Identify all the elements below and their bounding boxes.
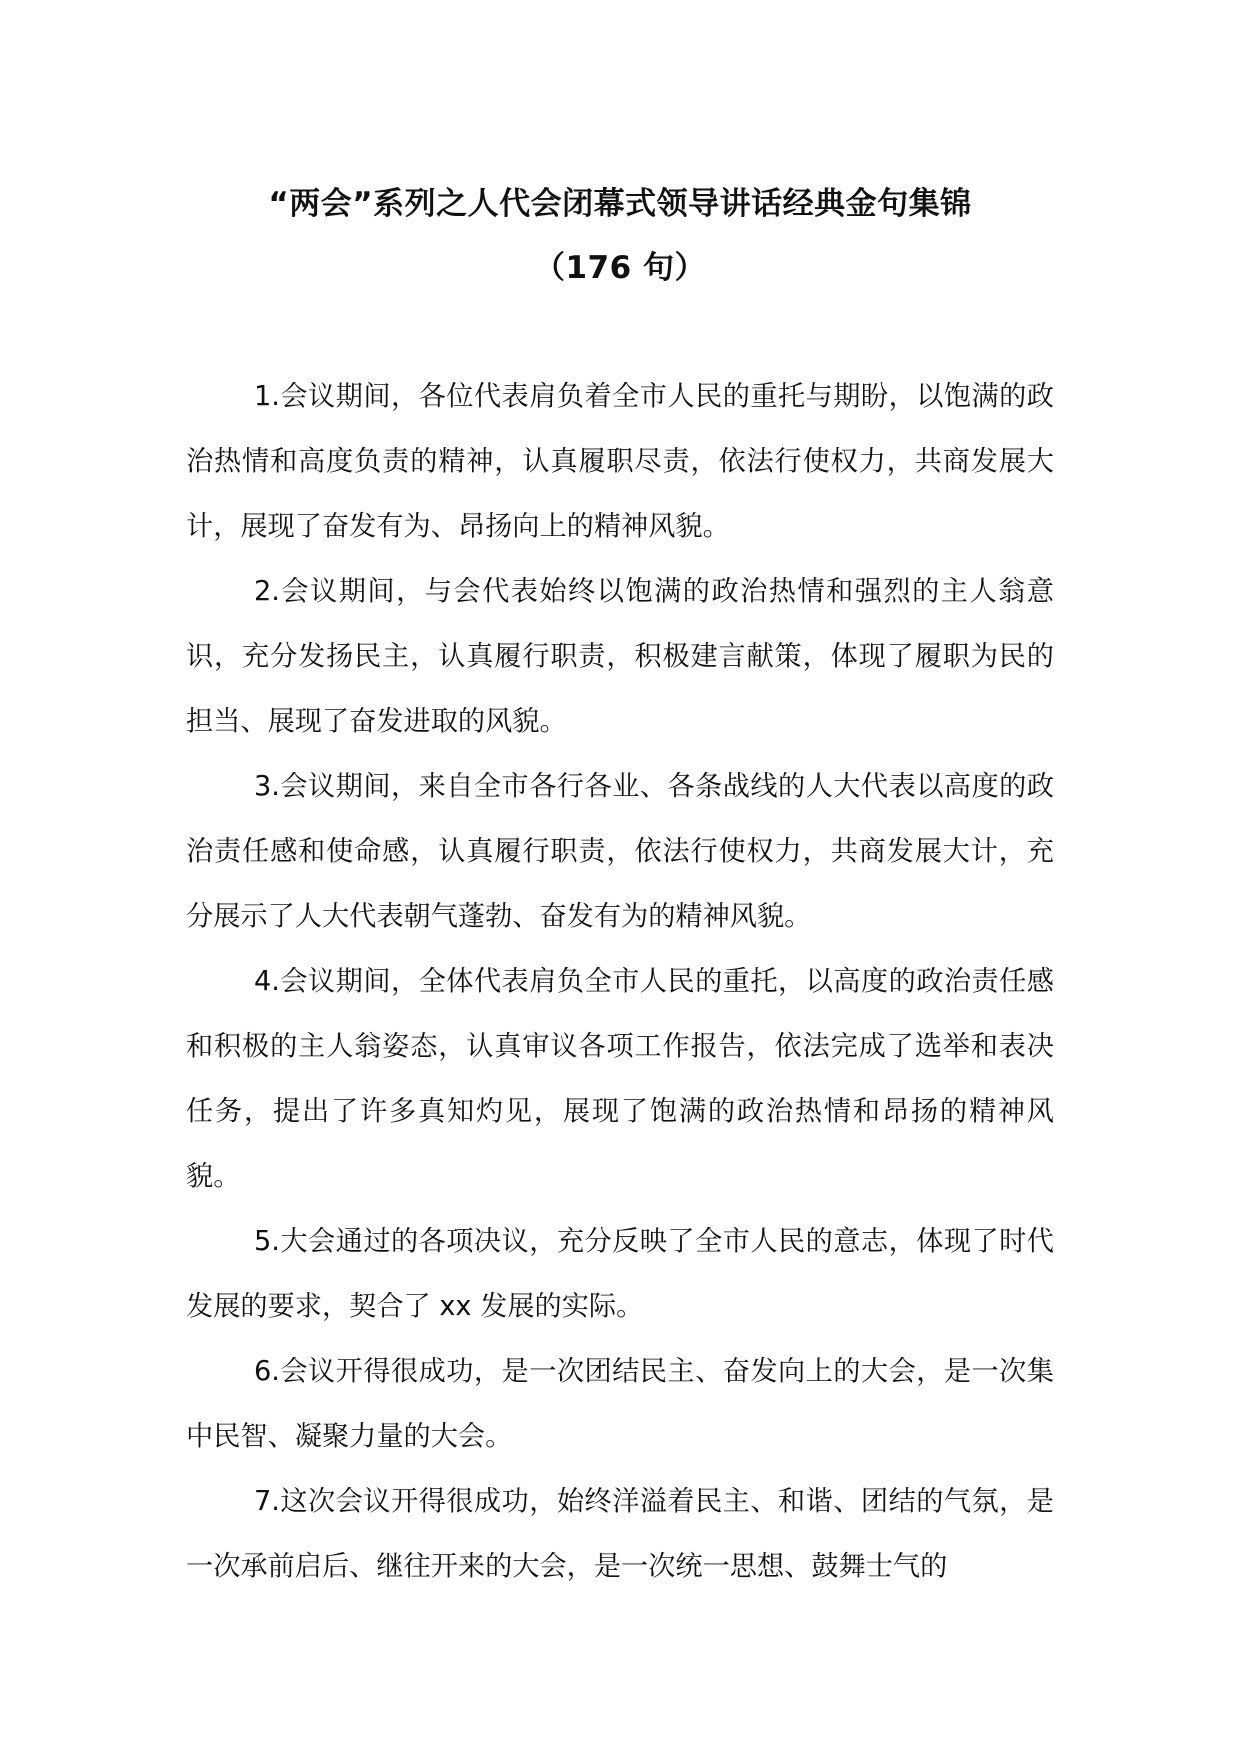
- paragraph-3: 3.会议期间，来自全市各行各业、各条战线的人大代表以高度的政治责任感和使命感，认真履行职责，依法行使权力，共商发展大计，充分展示了人大代表朝气蓬勃、奋发有为的精神风貌。: [186, 771, 1054, 932]
- document-title: [0, 172, 1240, 300]
- paragraph-7: 7.这次会议开得很成功，始终洋溢着民主、和谐、团结的气氛，是一次承前启后、继往开来的大会，是一次统一思想、鼓舞士气的: [186, 1486, 1054, 1582]
- paragraph-2: 2.会议期间，与会代表始终以饱满的政治热情和强烈的主人翁意识，充分发扬民主，认真履行职责，积极建言献策，体现了履职为民的担当、展现了奋发进取的风貌。: [186, 576, 1054, 737]
- title-line-1: “两会”系列之人代会闭幕式领导讲话经典金句集锦: [268, 186, 972, 222]
- paragraph-6: 6.会议开得很成功，是一次团结民主、奋发向上的大会，是一次集中民智、凝聚力量的大会。: [186, 1356, 1054, 1452]
- paragraph-1: 1.会议期间，各位代表肩负着全市人民的重托与期盼，以饱满的政治热情和高度负责的精神，认真履职尽责，依法行使权力，共商发展大计，展现了奋发有为、昂扬向上的精神风貌。: [186, 381, 1054, 542]
- paragraph-4: 4.会议期间，全体代表肩负全市人民的重托，以高度的政治责任感和积极的主人翁姿态，认真审议各项工作报告，依法完成了选举和表决任务，提出了许多真知灼见，展现了饱满的政治热情和昂扬的精神风貌。: [186, 966, 1054, 1192]
- title-line-2: （176 句）: [533, 250, 706, 286]
- paragraph-5: 5.大会通过的各项决议，充分反映了全市人民的意志，体现了时代发展的要求，契合了 xx 发展的实际。: [186, 1226, 1054, 1322]
- document-body: [186, 364, 1054, 1599]
